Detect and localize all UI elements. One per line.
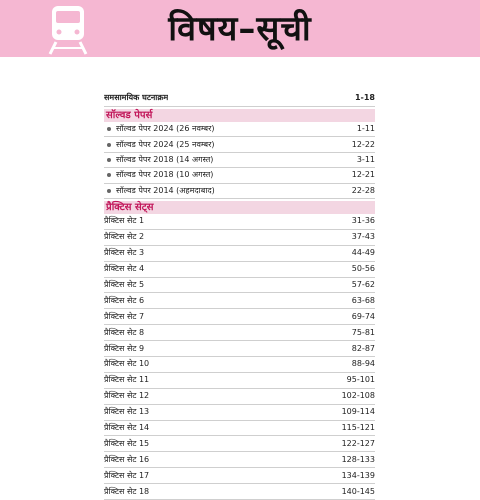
toc-row-pages: 37-43 [351,232,375,242]
page-title: विषय–सूची [168,9,312,49]
toc-row[interactable] [104,168,375,183]
toc-row-label: प्रैक्टिस सेट 17 [104,470,150,480]
toc-row-label: सॉल्वड पेपर 2014 (अहमदाबाद) [104,184,215,198]
toc-row-label: प्रैक्टिस सेट 2 [104,232,145,242]
toc-row[interactable] [104,246,375,262]
toc-row-label: सॉल्वड पेपर 2018 (10 अगस्त) [104,168,213,182]
toc-row-label: प्रैक्टिस सेट 18 [104,486,150,496]
toc-row[interactable] [104,122,375,137]
toc-row-label: प्रैक्टिस सेट 11 [104,375,150,385]
toc-row-label: प्रैक्टिस सेट 7 [104,311,145,321]
toc-row[interactable] [104,137,375,152]
toc-row-pages: 63-68 [351,295,375,305]
toc-row-pages: 12-21 [351,170,375,180]
toc-row[interactable] [104,262,375,278]
toc-row[interactable] [104,421,375,437]
toc-row-label: प्रैक्टिस सेट 3 [104,248,145,258]
toc-row-pages: 88-94 [351,359,375,369]
toc-row[interactable] [104,436,375,452]
toc-row[interactable] [104,373,375,389]
toc-row[interactable] [104,325,375,341]
toc-row-label: प्रैक्टिस सेट 14 [104,422,150,432]
toc-row-label: प्रैक्टिस सेट 12 [104,391,150,401]
toc-row-pages: 75-81 [351,327,375,337]
toc-row-label: प्रैक्टिस सेट 9 [104,343,145,353]
toc-row-label: सॉल्वड पेपर 2018 (14 अगस्त) [104,153,213,167]
toc-row-label: सॉल्वड पेपर 2024 (25 नवम्बर) [104,138,214,152]
toc-row-label: प्रैक्टिस सेट 6 [104,295,145,305]
toc-row[interactable] [104,468,375,484]
toc-row-label: प्रैक्टिस सेट 13 [104,407,150,417]
toc-lead-row[interactable] [104,90,375,107]
toc-row-pages: 82-87 [351,343,375,353]
toc-row[interactable] [104,341,375,357]
toc-row-pages: 31-36 [351,216,375,226]
toc-row-pages: 3-11 [356,154,375,164]
section-heading: प्रैक्टिस सेट्स [104,201,375,214]
toc-row[interactable] [104,153,375,168]
toc-row-label: प्रैक्टिस सेट 5 [104,279,145,289]
toc-row[interactable] [104,405,375,421]
toc-row-label: प्रैक्टिस सेट 10 [104,359,150,369]
toc-row-label: प्रैक्टिस सेट 1 [104,216,145,226]
toc-row-pages: 50-56 [351,264,375,274]
toc-row[interactable] [104,230,375,246]
toc-row[interactable] [104,309,375,325]
toc-row-pages: 115-121 [341,422,375,432]
table-of-contents [104,90,375,500]
toc-row[interactable] [104,184,375,199]
toc-row[interactable] [104,278,375,294]
toc-row-pages: 69-74 [351,311,375,321]
toc-row[interactable] [104,357,375,373]
toc-row-label: प्रैक्टिस सेट 4 [104,264,145,274]
toc-row[interactable] [104,452,375,468]
toc-row-pages: 44-49 [351,248,375,258]
toc-row-label: प्रैक्टिस सेट 15 [104,438,150,448]
toc-lead-label: समसामयिक घटनाक्रम [104,93,169,102]
toc-row[interactable] [104,293,375,309]
toc-row[interactable] [104,214,375,230]
toc-row-label: सॉल्वड पेपर 2024 (26 नवम्बर) [104,122,214,136]
toc-row[interactable] [104,484,375,500]
toc-row-pages: 1-11 [356,124,375,134]
toc-row-pages: 109-114 [341,407,375,417]
toc-row-pages: 102-108 [341,391,375,401]
page-header [0,0,480,57]
toc-row-pages: 122-127 [341,438,375,448]
toc-lead-pages: 1-18 [354,93,375,102]
toc-row-pages: 57-62 [351,279,375,289]
toc-row[interactable] [104,389,375,405]
toc-row-pages: 12-22 [351,139,375,149]
toc-row-pages: 95-101 [346,375,375,385]
section-heading: सॉल्वड पेपर्स [104,109,375,122]
toc-row-pages: 128-133 [341,454,375,464]
toc-row-label: प्रैक्टिस सेट 8 [104,327,145,337]
toc-row-pages: 134-139 [341,470,375,480]
toc-row-label: प्रैक्टिस सेट 16 [104,454,150,464]
toc-row-pages: 140-145 [341,486,375,496]
toc-row-pages: 22-28 [351,185,375,195]
